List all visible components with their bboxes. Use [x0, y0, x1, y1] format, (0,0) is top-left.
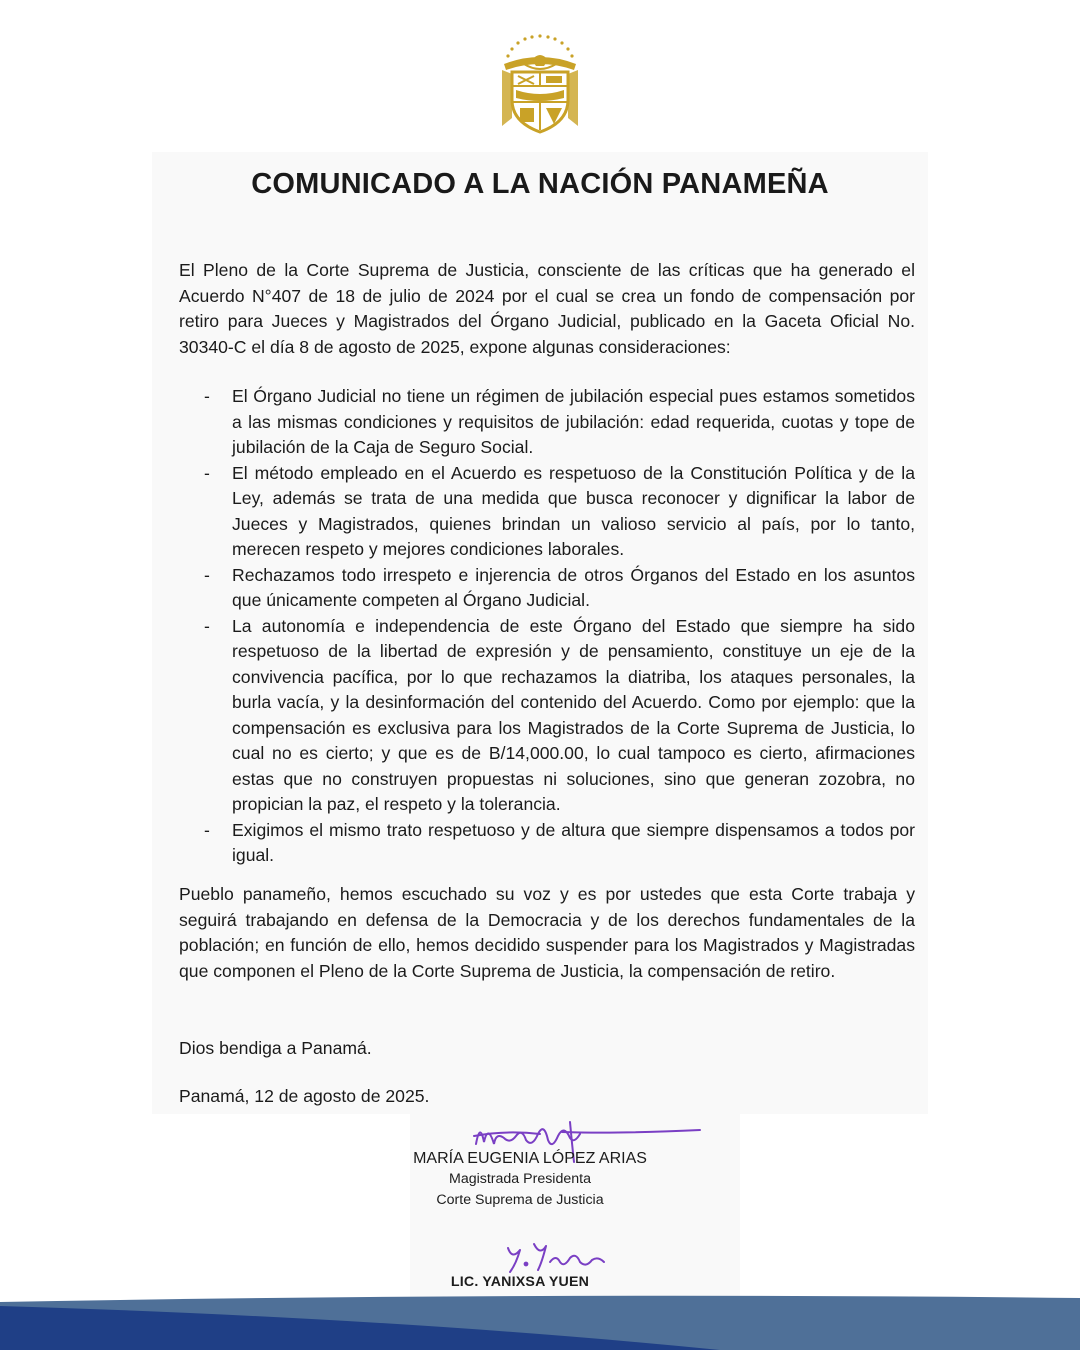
- list-item-text: El método empleado en el Acuerdo es respetuoso de la Constitución Política y de la Ley, además se trata de una medida que busca reconocer y dignificar la labor de Jueces y Magistrados, quienes brindan un valioso servicio al país, por lo tanto, merecen respeto y mejores condiciones laborales.: [232, 462, 915, 559]
- signatory-institution: Corte Suprema de Justicia: [436, 1192, 604, 1208]
- list-item: [204, 818, 915, 869]
- closing-paragraph: Pueblo panameño, hemos escuchado su voz y es por ustedes que esta Corte trabaja y seguirá trabajando en defensa de la Democracia y de los derechos fundamentales de la población; en función de ello, hemos decidido suspender para los Magistrados y Magistradas que componen el Pleno de la Corte Suprema de Justicia, la compensación de retiro.: [179, 884, 915, 981]
- list-item-text: Rechazamos todo irrespeto e injerencia de otros Órganos del Estado en los asuntos que únicamente competen al Órgano Judicial.: [232, 564, 915, 610]
- bullet-dash: -: [204, 615, 210, 636]
- list-item-text: El Órgano Judicial no tiene un régimen de jubilación especial pues estamos sometidos a las mismas condiciones y requisitos de jubilación: edad requerida, cuotas y tope de jubilación de la Caja de Seguro Social.: [232, 386, 915, 457]
- list-item: [204, 384, 915, 461]
- bullet-dash: -: [204, 386, 210, 406]
- secretary-signature: [500, 1238, 610, 1274]
- signatory-name: MARÍA EUGENIA LÓPEZ ARIAS: [413, 1150, 647, 1167]
- date-line: Panamá, 12 de agosto de 2025.: [179, 1086, 430, 1106]
- list-item: [204, 563, 915, 614]
- document-title: COMUNICADO A LA NACIÓN PANAMEÑA: [251, 168, 829, 200]
- intro-paragraph: El Pleno de la Corte Suprema de Justicia, consciente de las críticas que ha generado el Acuerdo N°407 de 18 de julio de 2024 por el cual se crea un fondo de compensación por retiro para Jueces y Magistrados del Órgano Judicial, publicado en la Gaceta Oficial No. 30340-C el día 8 de agosto de 2025, expone algunas consideraciones:: [179, 260, 915, 357]
- list-item: [204, 614, 915, 818]
- considerations-list: [204, 384, 915, 869]
- coat-of-arms-icon: [494, 30, 586, 140]
- blessing-line: Dios bendiga a Panamá.: [179, 1038, 372, 1058]
- list-item-text: Exigimos el mismo trato respetuoso y de altura que siempre dispensamos a todos por igual.: [232, 819, 915, 865]
- footer-band: [0, 1288, 1080, 1350]
- signatory-name: LIC. YANIXSA YUEN: [450, 1274, 590, 1290]
- signatory-role: Magistrada Presidenta: [449, 1171, 591, 1187]
- list-item: [204, 461, 915, 563]
- bullet-dash: -: [204, 564, 210, 585]
- bullet-dash: -: [204, 819, 210, 840]
- bullet-dash: -: [204, 462, 210, 483]
- list-item-text: La autonomía e independencia de este Órgano del Estado que siempre ha sido respetuoso de la libertad de expresión y de pensamiento, constituye un eje de la convivencia pacífica, por lo que rechazamos la diatriba, los ataques personales, la burla vacía, y la desinformación del contenido del Acuerdo. Como por ejemplo: que la compensación es exclusiva para los Magistrados de la Corte Suprema de Justicia, lo cual no es cierto; y que es de B/14,000.00, lo cual tampoco es cierto, afirmaciones estas que no construyen propuestas ni soluciones, sino que generan zozobra, no propician la paz, el respeto y la tolerancia.: [232, 615, 915, 814]
